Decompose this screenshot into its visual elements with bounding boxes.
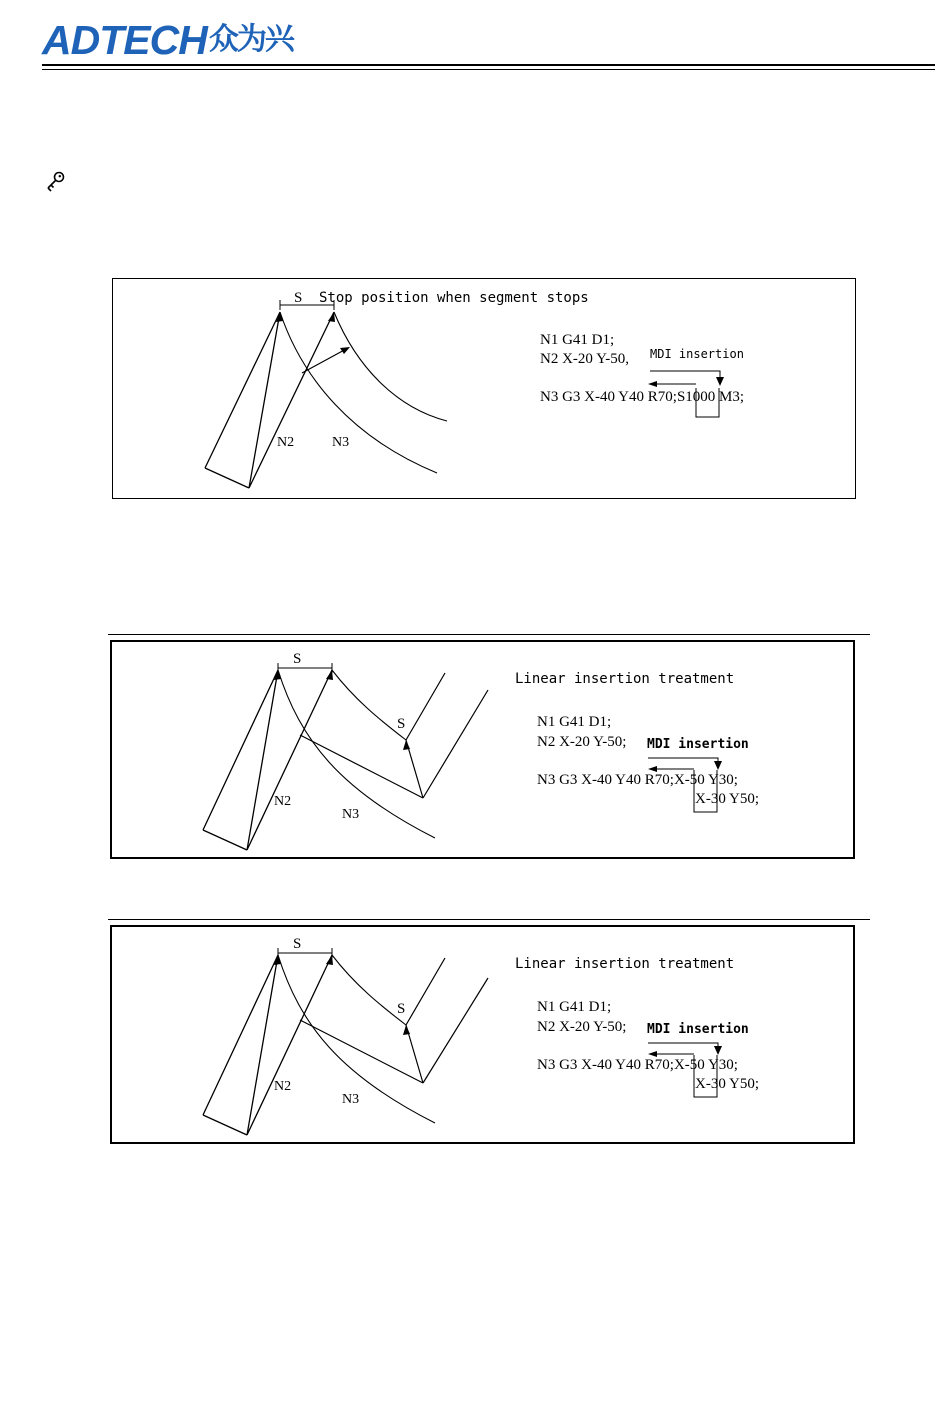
- figure2-n2-label: N2: [274, 794, 292, 809]
- figure3-code-line3: N3 G3 X-40 Y40 R70;X-50 Y30;: [537, 1057, 738, 1073]
- section-rule: [108, 634, 870, 635]
- figure1-diagram: [112, 278, 857, 500]
- figure3-code-line4: X-30 Y50;: [695, 1076, 760, 1092]
- figure-linear-insertion-1: [110, 640, 855, 859]
- header-rule: [42, 64, 935, 66]
- figure1-code-line2: N2 X-20 Y-50,: [540, 351, 630, 367]
- figure-linear-insertion-2: [110, 925, 855, 1144]
- figure2-code-line1: N1 G41 D1;: [537, 714, 612, 730]
- logo-text: ADTECH: [42, 17, 207, 63]
- figure1-caption: Stop position when segment stops: [319, 290, 589, 306]
- figure3-n2-label: N2: [274, 1079, 292, 1094]
- figure2-diagram: [110, 640, 855, 859]
- page-header: [0, 0, 950, 80]
- figure3-s-label: S: [293, 936, 302, 952]
- figure1-code-line3: N3 G3 X-40 Y40 R70;S1000 M3;: [540, 389, 745, 405]
- figure1-mdi-label: MDI insertion: [650, 347, 744, 361]
- figure-stop-position: [112, 278, 857, 500]
- figure2-code-line3: N3 G3 X-40 Y40 R70;X-50 Y30;: [537, 772, 738, 788]
- figure1-n2-label: N2: [277, 435, 295, 450]
- key-icon: [45, 170, 67, 192]
- figure1-s-label: S: [294, 290, 303, 306]
- figure2-mdi-label: MDI insertion: [647, 737, 749, 752]
- figure2-n3-label: N3: [342, 807, 360, 822]
- figure2-code-line4: X-30 Y50;: [695, 791, 760, 807]
- figure1-code-line1: N1 G41 D1;: [540, 332, 615, 348]
- figure3-caption: Linear insertion treatment: [515, 956, 735, 972]
- figure1-n3-label: N3: [332, 435, 350, 450]
- figure2-caption: Linear insertion treatment: [515, 671, 735, 687]
- figure3-n3-label: N3: [342, 1092, 360, 1107]
- figure2-code-line2: N2 X-20 Y-50;: [537, 734, 627, 750]
- section-rule: [108, 919, 870, 920]
- adtech-logo: [42, 17, 293, 63]
- logo-chinese-text: 众为兴: [208, 22, 293, 57]
- figure3-mdi-label: MDI insertion: [647, 1022, 749, 1037]
- figure3-s2-label: S: [397, 1001, 406, 1017]
- figure3-code-line1: N1 G41 D1;: [537, 999, 612, 1015]
- figure2-s-label: S: [293, 651, 302, 667]
- figure3-code-line2: N2 X-20 Y-50;: [537, 1019, 627, 1035]
- figure2-s2-label: S: [397, 716, 406, 732]
- header-rule-thin: [42, 69, 935, 70]
- figure3-diagram: [110, 925, 855, 1144]
